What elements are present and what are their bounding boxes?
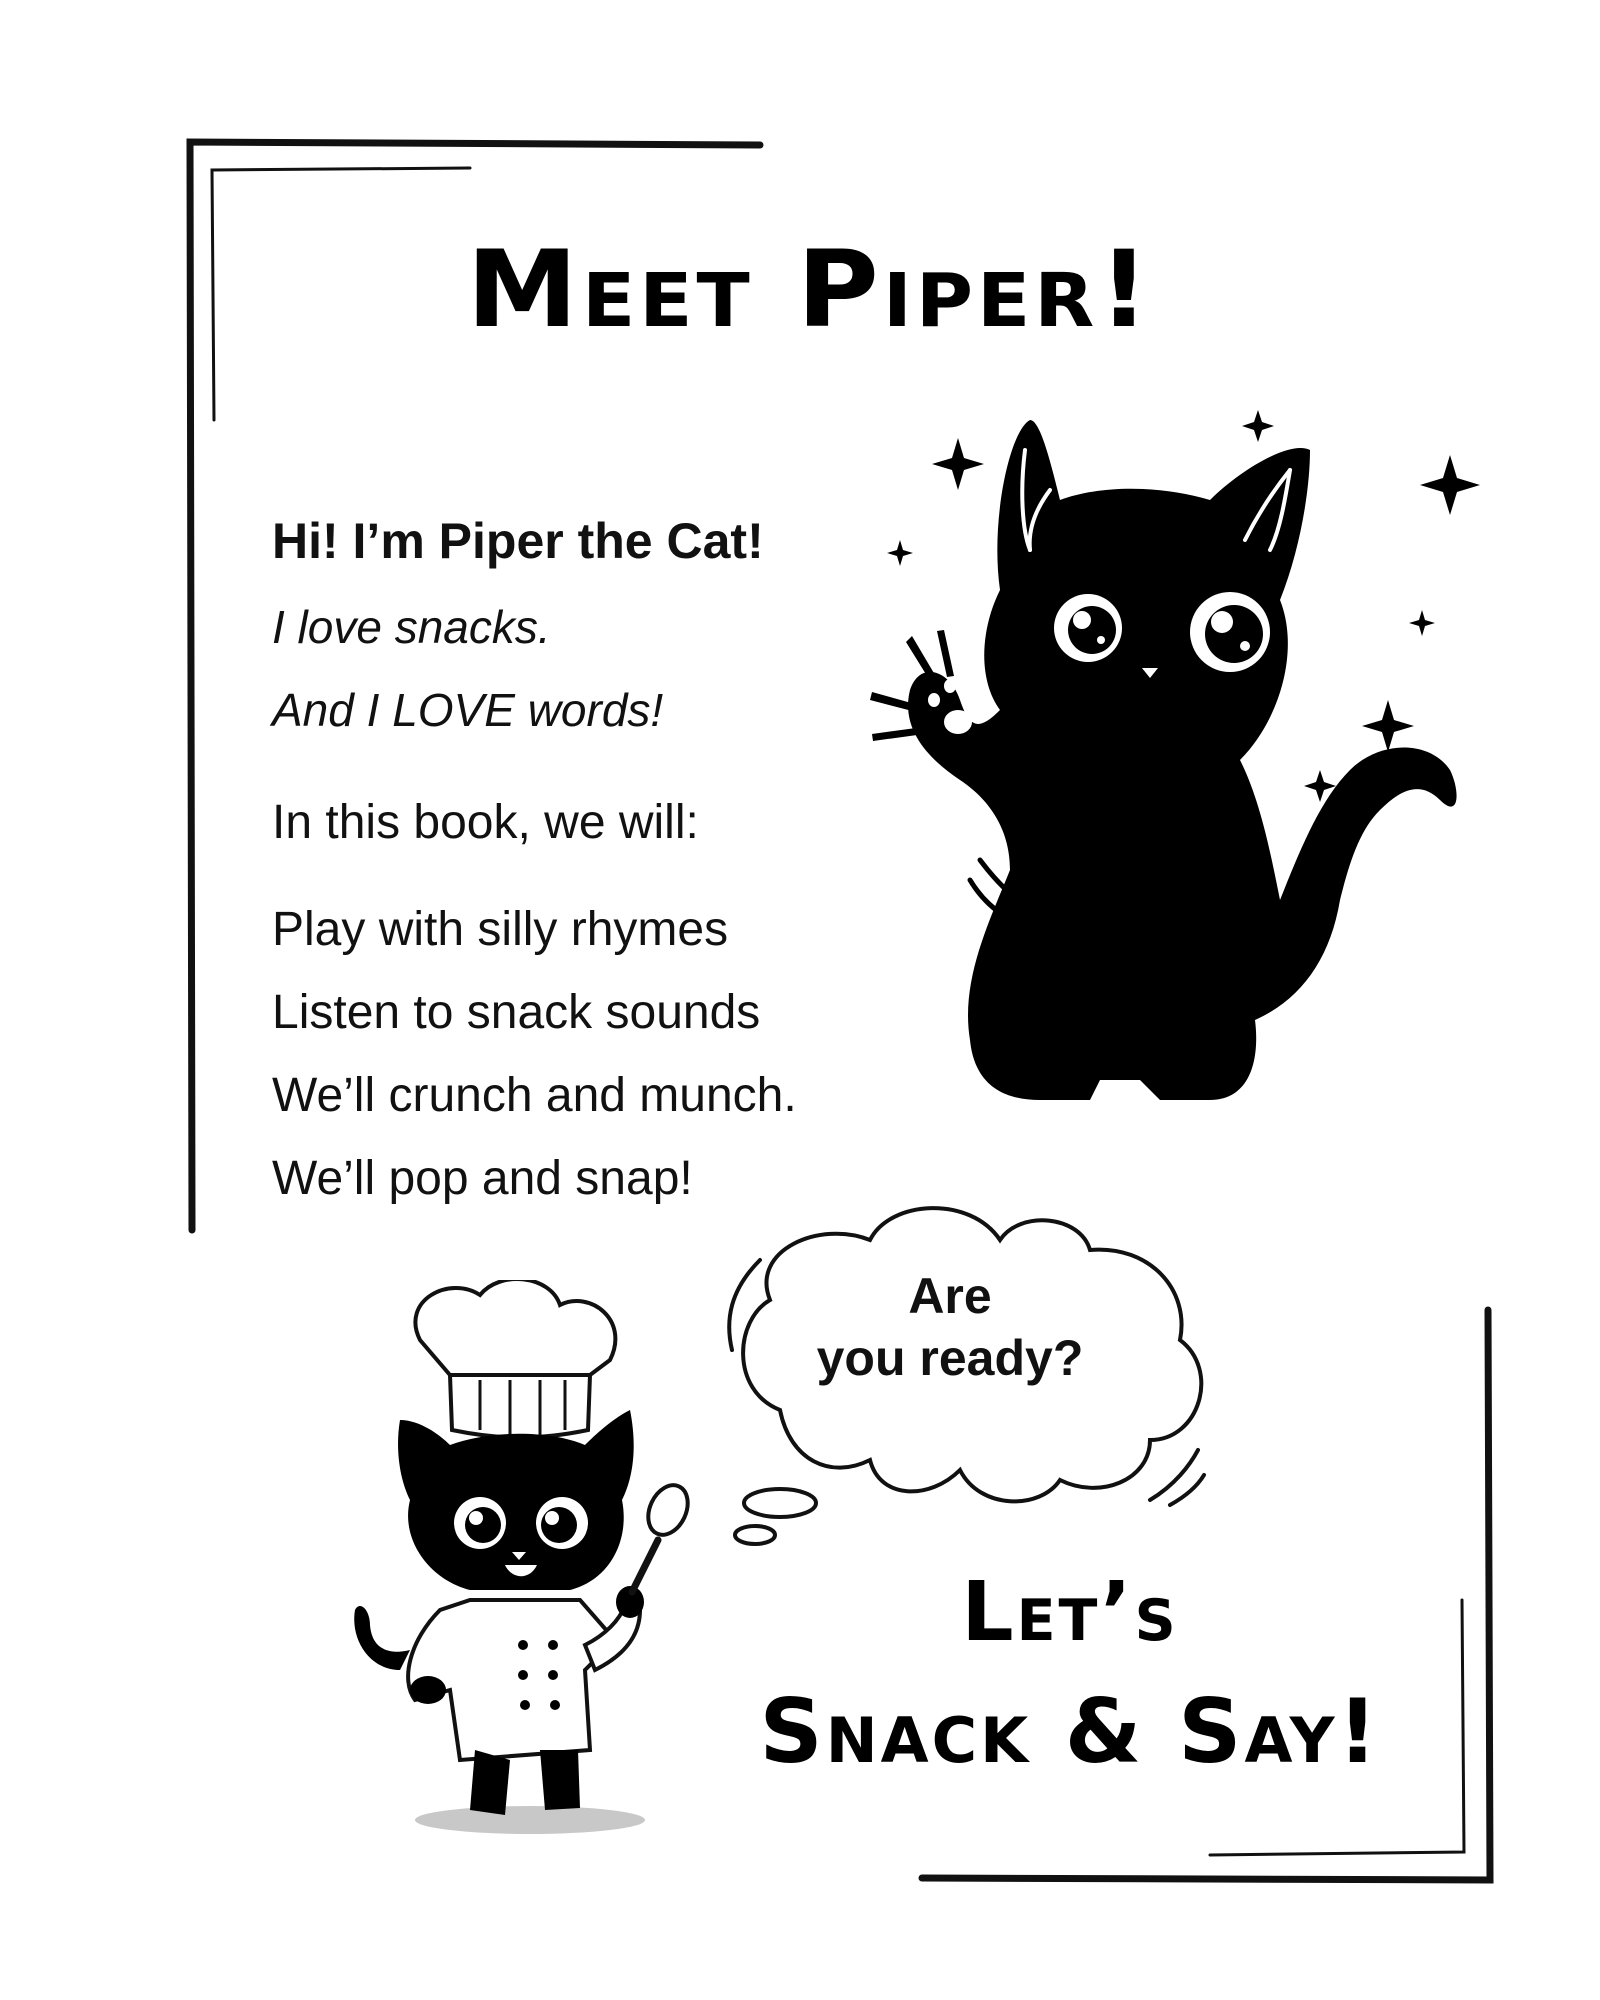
chef-cat-illustration (340, 1280, 720, 1840)
activity-item: We’ll crunch and munch. (272, 1069, 797, 1122)
closing-line: Snack & Say! (759, 1680, 1381, 1783)
intro-line: And I LOVE words! (272, 684, 664, 736)
intro-heading: Hi! I’m Piper the Cat! (272, 513, 764, 569)
sparkle-icon (1409, 610, 1435, 636)
thought-bubble-text (780, 1265, 1120, 1389)
sparkle-icon (1242, 410, 1274, 442)
intro-line: I love snacks. (272, 601, 551, 653)
sparkle-icon (1420, 455, 1480, 515)
sparkle-icon (932, 438, 984, 490)
activity-item: We’ll pop and snap! (272, 1152, 693, 1205)
sparkle-icon (1362, 700, 1414, 752)
activity-item: Listen to snack sounds (272, 986, 761, 1039)
activity-item: Play with silly rhymes (272, 903, 729, 956)
closing-line: Let’s (961, 1565, 1179, 1660)
sparkle-icon (887, 540, 913, 566)
waving-cat-illustration (860, 400, 1500, 1160)
book-lead: In this book, we will: (272, 796, 699, 849)
page-title: Meet Piper! (466, 228, 1154, 352)
bubble-line: Are (908, 1268, 992, 1324)
bubble-line: you ready? (816, 1330, 1084, 1386)
